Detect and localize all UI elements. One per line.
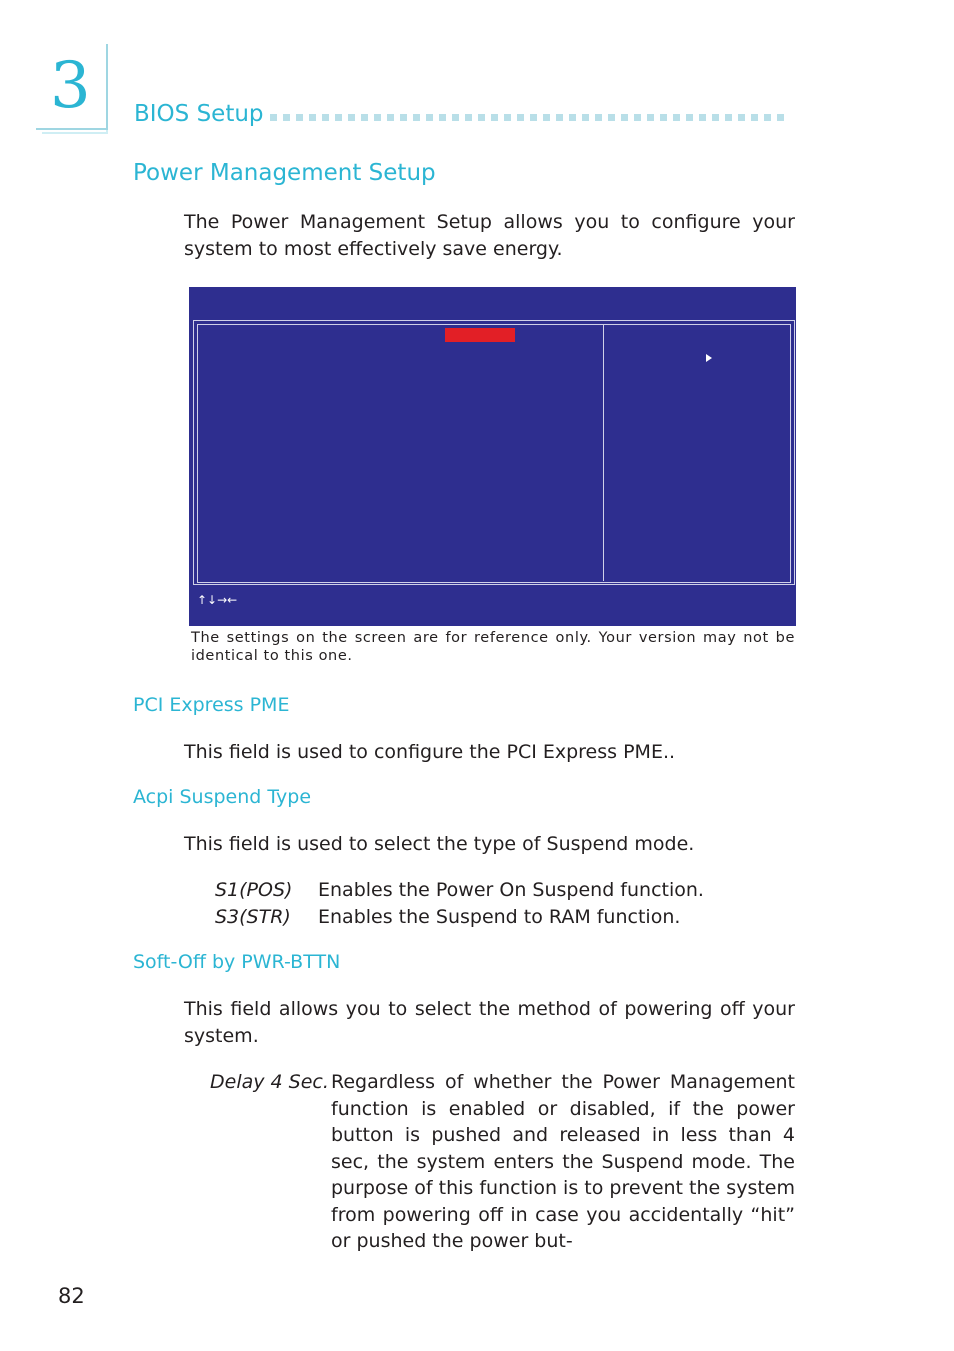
screenshot-caption: The settings on the screen are for reference only. Your version may not be identical to this one. <box>191 630 795 664</box>
chapter-title: BIOS Setup <box>134 101 264 127</box>
submenu-arrow-icon <box>706 354 712 362</box>
section-intro: The Power Management Setup allows you to configure your system to most effectively save energy. <box>184 211 795 260</box>
bios-help-divider <box>603 324 604 581</box>
bios-outer-frame <box>193 320 795 585</box>
heading-acpi-suspend-type: Acpi Suspend Type <box>133 786 312 808</box>
section-title: Power Management Setup <box>133 160 436 186</box>
bios-screenshot <box>189 287 796 626</box>
heading-pci-express-pme: PCI Express PME <box>133 694 290 716</box>
pci-express-pme-text: This field is used to configure the PCI Express PME.. <box>184 741 676 763</box>
bios-inner-frame <box>197 324 791 583</box>
option-desc: Enables the Suspend to RAM function. <box>318 906 681 928</box>
page-number: 82 <box>58 1284 85 1308</box>
title-dot-rule <box>270 114 800 123</box>
option-key: Delay 4 Sec. <box>210 1071 329 1093</box>
heading-soft-off-by-pwr-bttn: Soft-Off by PWR-BTTN <box>133 951 341 973</box>
bios-nav-keys: ↑↓→← <box>197 593 238 607</box>
soft-off-text: This field allows you to select the method of powering off your system. <box>184 998 795 1047</box>
option-key: S3(STR) <box>215 906 291 928</box>
bios-selected-item-highlight <box>445 328 515 342</box>
option-key: S1(POS) <box>215 879 293 901</box>
chapter-number: 3 <box>50 49 91 123</box>
acpi-suspend-type-text: This field is used to select the type of Suspend mode. <box>184 833 695 855</box>
option-desc: Enables the Power On Suspend function. <box>318 879 704 901</box>
option-desc: Regardless of whether the Power Management function is enabled or disabled, if the power button is pushed and released in less than 4 sec, the system enters the Suspend mode. The purpose of this function is to prevent the system from powering off in case you accidentally “hit” or pushed the power but- <box>331 1071 795 1252</box>
